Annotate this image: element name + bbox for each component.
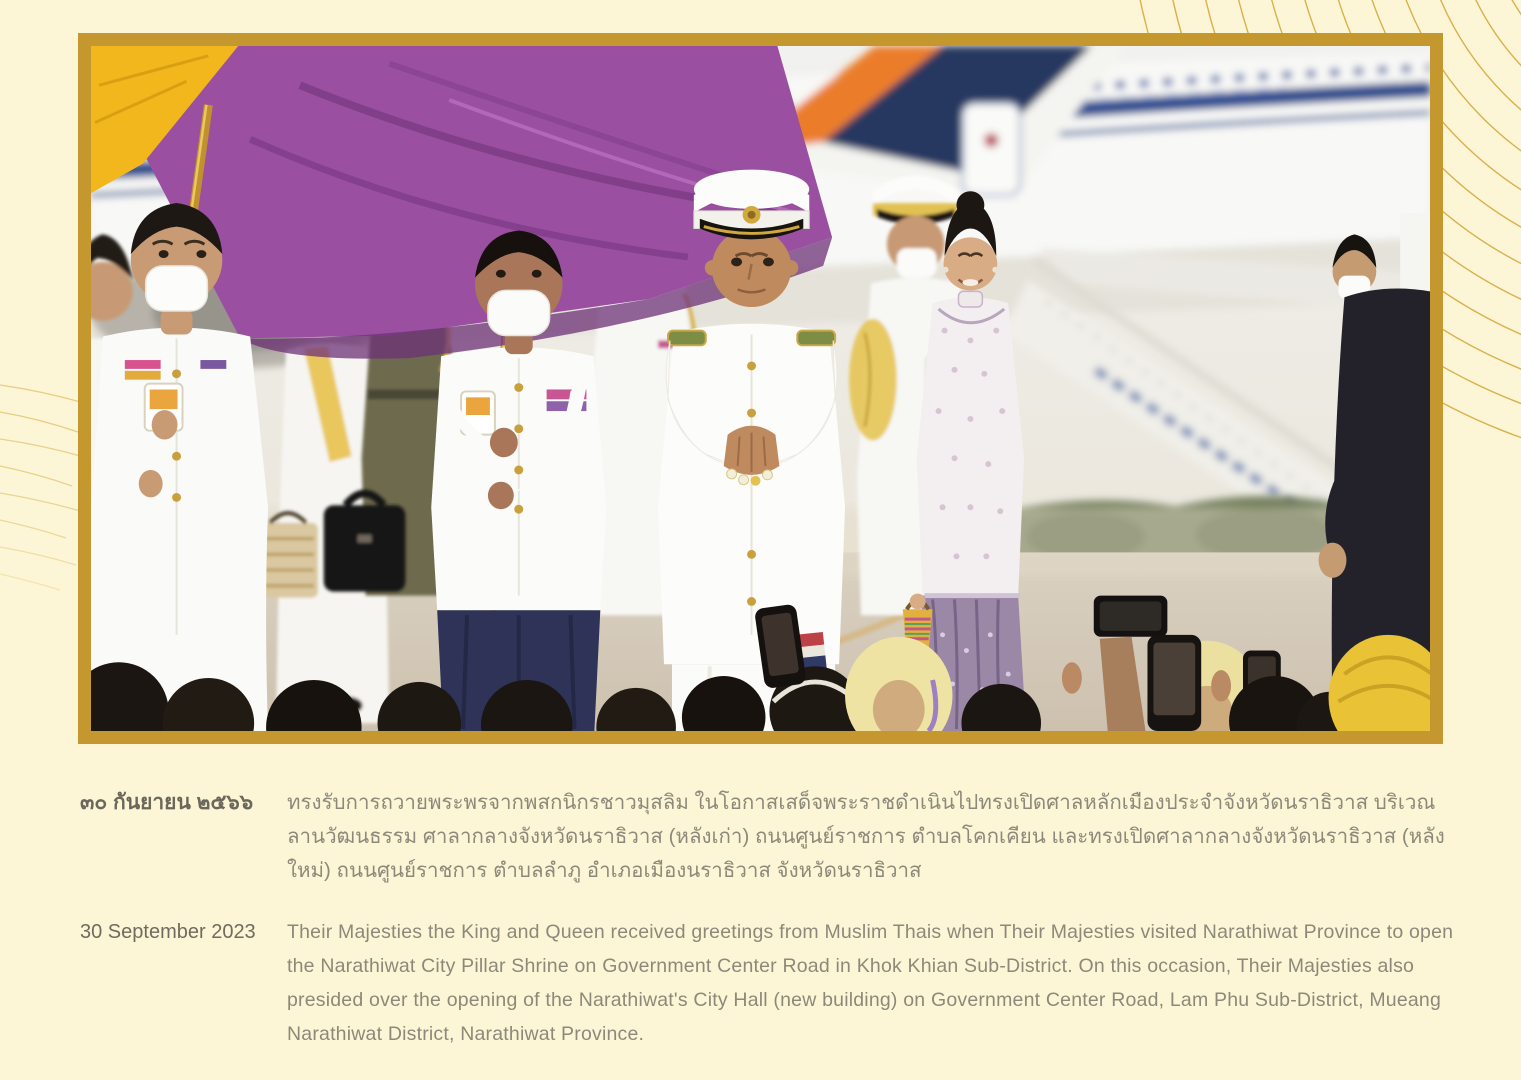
royal-photo-frame: [78, 33, 1443, 744]
caption-text-thai: ทรงรับการถวายพระพรจากพสกนิกรชาวมุสลิม ในโอกาสเสด็จพระราชดำเนินไปทรงเปิดศาลหลักเมืองประจำจังหวัดนราธิวาส บริเวณลานวัฒนธรรม ศาลากลางจังหวัดนราธิวาส (หลังเก่า) ถนนศูนย์ราชการ ตำบลโคกเคียน และทรงเปิดศาลากลางจังหวัดนราธิวาส (หลังใหม่) ถนนศูนย์ราชการ ตำบลลำภู อำเภอเมืองนราธิวาส จังหวัดนราธิวาส: [287, 791, 1445, 882]
wavy-lines-left: [0, 385, 84, 590]
caption-entry-thai: [80, 786, 1462, 888]
aircraft-door: [962, 103, 1020, 195]
yellow-garland: [849, 319, 897, 441]
briefcase: [324, 505, 406, 591]
face-mask: [146, 266, 208, 311]
royal-arrival-photo: [91, 46, 1430, 731]
raised-hand: [1319, 543, 1347, 578]
epaulette: [668, 331, 706, 346]
caption-date-english: 30 September 2023: [80, 921, 256, 943]
caption-entry-english: [80, 915, 1462, 1051]
caption-text-english: Their Majesties the King and Queen received greetings from Muslim Thais when Their Majesties visited Narathiwat Province to open the Narathiwat City Pillar Shrine on Government Center Road in Khok Khian Sub-District. On this occasion, Their Majesties also presided over the opening of the Narathiwat's City Hall (new building) on Government Center Road, Lam Phu Sub-District, Mueang Narathiwat District, Narathiwat Province.: [287, 921, 1454, 1045]
epaulette: [797, 331, 835, 346]
caption-section: [80, 786, 1462, 1078]
face-mask: [488, 290, 550, 335]
caption-date-thai: ๓๐ กันยายน ๒๕๖๖: [80, 791, 254, 814]
